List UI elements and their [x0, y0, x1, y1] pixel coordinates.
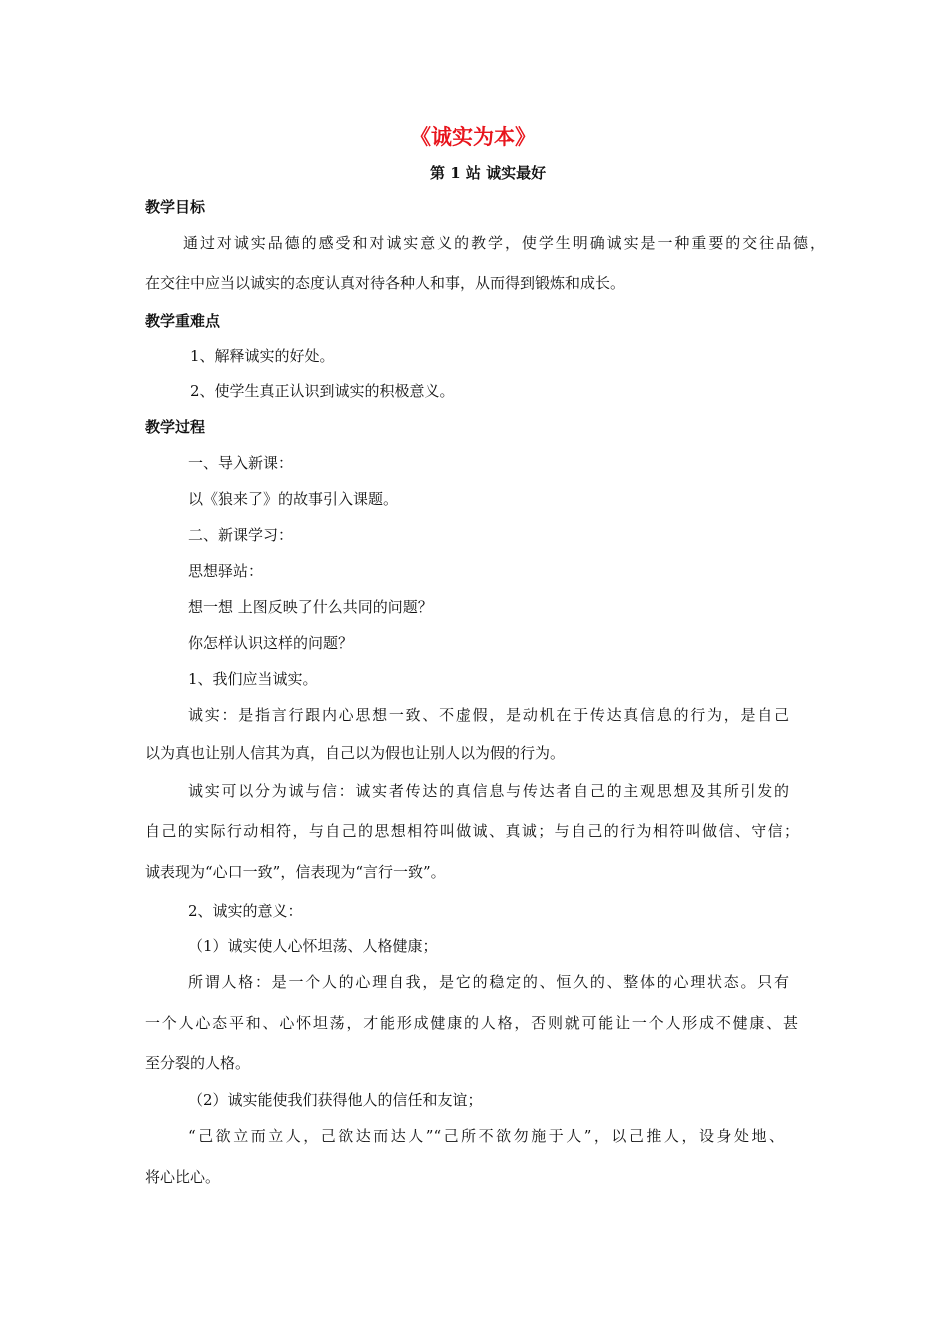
paragraph-line: 至分裂的人格。 [145, 1054, 251, 1072]
section-heading-key-points: 教学重难点 [145, 312, 221, 330]
paragraph-line: 2、诚实的意义： [188, 902, 303, 920]
paragraph-line: 以《狼来了》的故事引入课题。 [188, 490, 399, 508]
list-item: 2、使学生真正认识到诚实的积极意义。 [190, 382, 455, 400]
paragraph-line: 诚实可以分为诚与信：诚实者传达的真信息与传达者自己的主观思想及其所引发的 [188, 782, 789, 800]
paragraph-line: 将心比心。 [145, 1168, 221, 1186]
paragraph-line: 你怎样认识这样的问题？ [188, 634, 354, 652]
paragraph-line: 想一想 上图反映了什么共同的问题？ [188, 598, 433, 616]
paragraph-line: 二、新课学习： [188, 526, 294, 544]
paragraph-line: 1、我们应当诚实。 [188, 670, 318, 688]
paragraph-line: 一、导入新课： [188, 454, 294, 472]
paragraph-line: 诚实：是指言行跟内心思想一致、不虚假，是动机在于传达真信息的行为，是自己 [188, 706, 789, 724]
section-heading-objectives: 教学目标 [145, 198, 206, 216]
paragraph-line: （2）诚实能使我们获得他人的信任和友谊； [188, 1091, 483, 1109]
paragraph-line: 诚表现为“心口一致”，信表现为“言行一致”。 [145, 863, 446, 881]
paragraph-line: 在交往中应当以诚实的态度认真对待各种人和事，从而得到锻炼和成长。 [145, 274, 626, 292]
document-subtitle: 第 1 站 诚实最好 [430, 164, 547, 182]
list-item: 1、解释诚实的好处。 [190, 347, 335, 365]
section-heading-process: 教学过程 [145, 418, 206, 436]
paragraph-line: 自己的实际行动相符，与自己的思想相符叫做诚、真诚；与自己的行为相符叫做信、守信； [145, 822, 799, 840]
document-title: 《诚实为本》 [410, 124, 536, 149]
paragraph-line: （1）诚实使人心怀坦荡、人格健康； [188, 937, 438, 955]
paragraph-line: 以为真也让别人信其为真，自己以为假也让别人以为假的行为。 [145, 744, 566, 762]
paragraph-line: 一个人心态平和、心怀坦荡，才能形成健康的人格，否则就可能让一个人形成不健康、甚 [145, 1014, 798, 1032]
paragraph-line: “己欲立而立人，己欲达而达人”“己所不欲勿施于人”，以己推人，设身处地、 [188, 1127, 784, 1145]
paragraph-line: 通过对诚实品德的感受和对诚实意义的教学，使学生明确诚实是一种重要的交往品德， [183, 234, 825, 252]
paragraph-line: 思想驿站： [188, 562, 264, 580]
paragraph-line: 所谓人格：是一个人的心理自我，是它的稳定的、恒久的、整体的心理状态。只有 [188, 973, 789, 991]
